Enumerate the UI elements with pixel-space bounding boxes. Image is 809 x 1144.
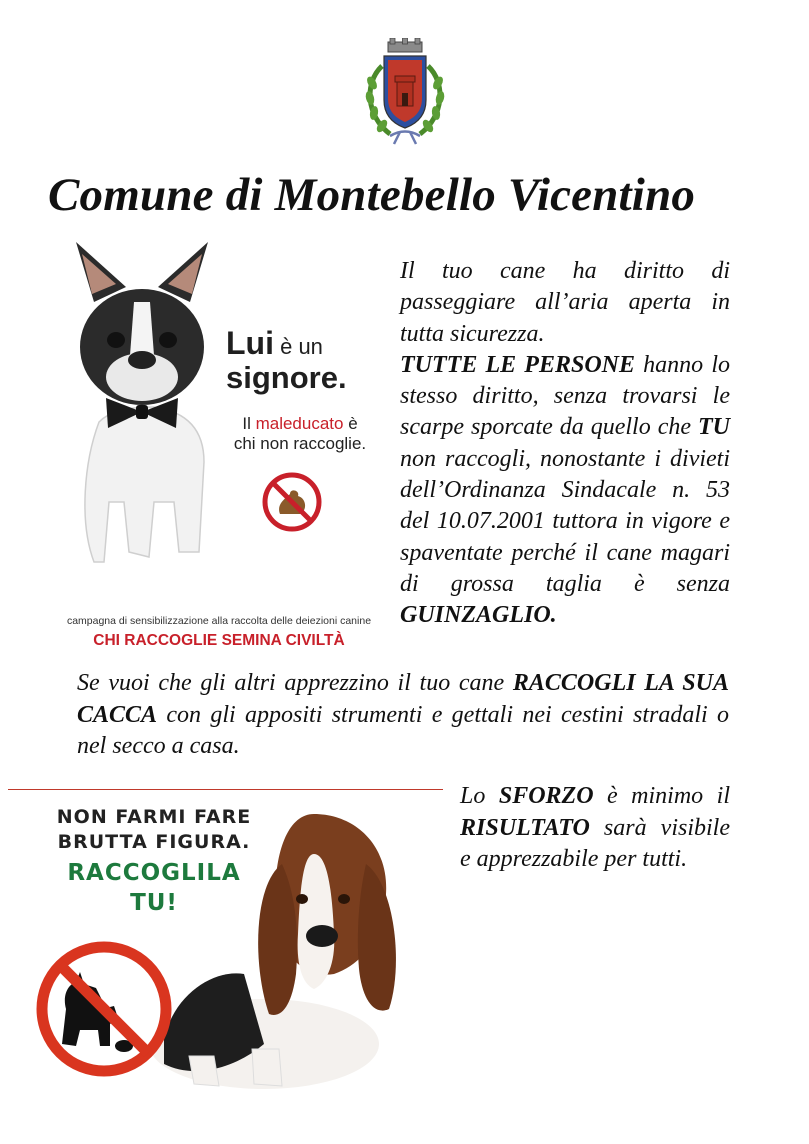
poster-line-3: RACCOGLILA	[67, 860, 241, 886]
page-title: Comune di Montebello Vicentino	[48, 169, 696, 221]
municipal-crest	[360, 38, 450, 148]
poster-line-1: NON FARMI FARE	[56, 806, 252, 828]
body-paragraph-rights: Il tuo cane ha diritto di passeggiare all’aria aperta in tutta sicurezza. TUTTE LE PERSONE hanno lo stesso diritto, senza trovarsi le scarpe sporcate da quello che TU non raccogli, nonostante i divieti dell’Ordinanza Sindacale n. 53 del 10.07.2001 tuttora in vigore e spaventate perché il cane magari di grossa taglia è senza GUINZAGLIO.	[400, 258, 731, 629]
crest-icon	[360, 38, 450, 148]
campaign-poster-bulldog	[54, 232, 384, 656]
poster-subline: Il maleducato è chi non raccoglie.	[233, 414, 367, 453]
section-divider	[8, 789, 443, 790]
campaign-slogan: CHI RACCOGLIE SEMINA CIVILTÀ	[93, 632, 345, 649]
campaign-caption: campagna di sensibilizzazione alla raccolta delle deiezioni canine	[66, 615, 372, 627]
poster-headline: Lui è un signore.	[226, 325, 347, 395]
body-paragraph-collect: Se vuoi che gli altri apprezzino il tuo cane RACCOGLI LA SUA CACCA con gli appositi strumenti e gettali nei cestini stradali o nel secco a casa.	[77, 670, 729, 759]
campaign-poster-basset	[14, 794, 434, 1094]
body-paragraph-effort: Lo SFORZO è minimo il RISULTATO sarà visibile e apprezzabile per tutti.	[460, 783, 730, 872]
poster-line-4: TU!	[130, 890, 178, 916]
poster-line-2: BRUTTA FIGURA.	[57, 831, 251, 853]
